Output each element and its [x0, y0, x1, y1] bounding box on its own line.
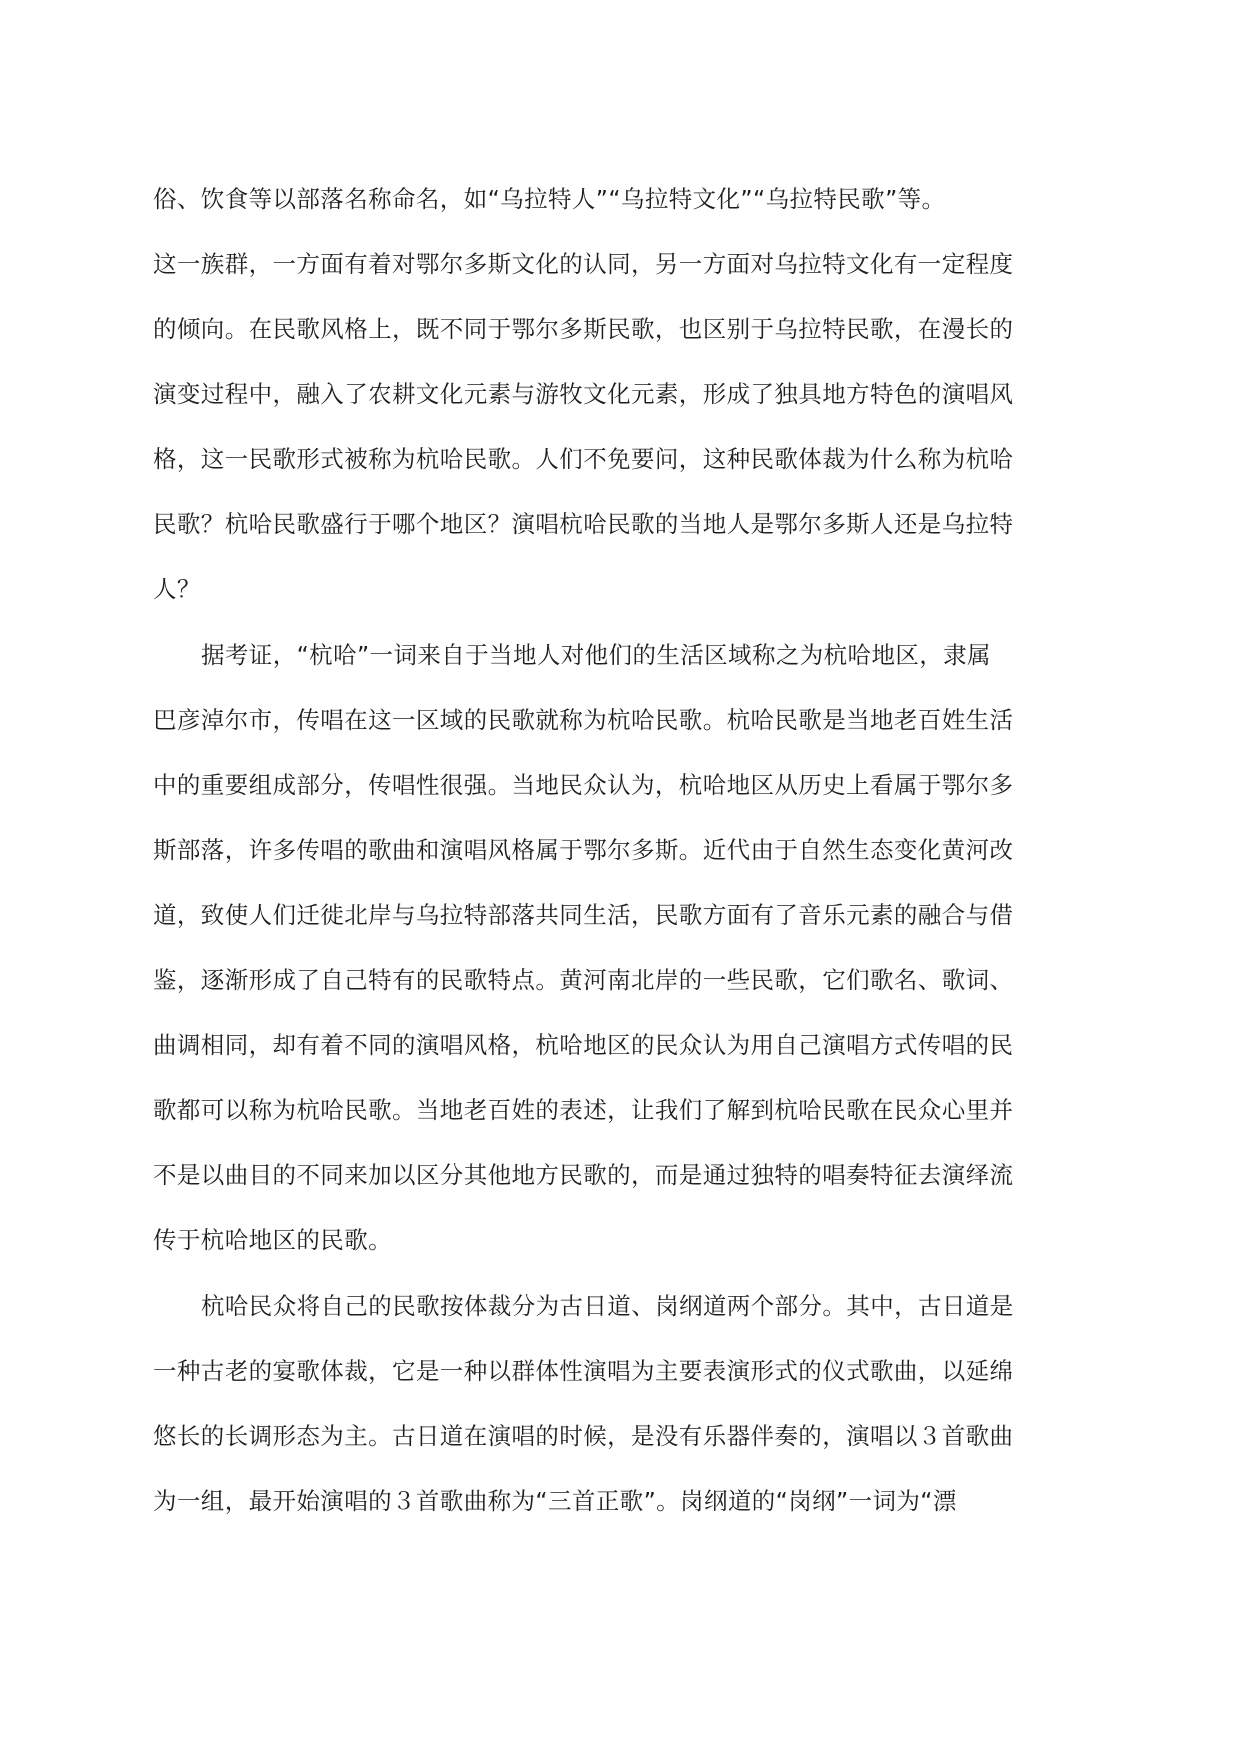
text-line: 巴彦淖尔市，传唱在这一区域的民歌就称为杭哈民歌。杭哈民歌是当地老百姓生活: [153, 706, 1014, 734]
text-line: 格，这一民歌形式被称为杭哈民歌。人们不免要问，这种民歌体裁为什么称为杭哈: [153, 445, 1014, 473]
document-body: [153, 186, 1058, 1554]
text-line: 斯部落，许多传唱的歌曲和演唱风格属于鄂尔多斯。近代由于自然生态变化黄河改: [153, 836, 1014, 864]
paragraph-2: [153, 642, 1058, 1263]
text-line: 歌都可以称为杭哈民歌。当地老百姓的表述，让我们了解到杭哈民歌在民众心里并: [153, 1096, 1014, 1124]
text-line: 悠长的长调形态为主。古日道在演唱的时候，是没有乐器伴奏的，演唱以３首歌曲: [153, 1422, 1014, 1450]
text-line: 的倾向。在民歌风格上，既不同于鄂尔多斯民歌，也区别于乌拉特民歌，在漫长的: [153, 315, 1014, 343]
paragraph-3: [153, 1293, 1058, 1524]
text-line: 演变过程中，融入了农耕文化元素与游牧文化元素，形成了独具地方特色的演唱风: [153, 380, 1014, 408]
paragraph-1: [153, 186, 1058, 612]
text-line: 道，致使人们迁徙北岸与乌拉特部落共同生活，民歌方面有了音乐元素的融合与借: [153, 901, 1014, 929]
text-line: 鉴，逐渐形成了自己特有的民歌特点。黄河南北岸的一些民歌，它们歌名、歌词、: [153, 966, 1014, 994]
text-line: 不是以曲目的不同来加以区分其他地方民歌的，而是通过独特的唱奏特征去演绎流: [153, 1161, 1014, 1189]
text-line: 中的重要组成部分，传唱性很强。当地民众认为，杭哈地区从历史上看属于鄂尔多: [153, 771, 1014, 799]
text-line: 为一组，最开始演唱的３首歌曲称为“三首正歌”。岗纲道的“岗纲”一词为“漂: [153, 1487, 957, 1515]
text-line: 杭哈民众将自己的民歌按体裁分为古日道、岗纲道两个部分。其中，古日道是: [201, 1292, 1014, 1320]
text-line: 俗、饮食等以部落名称命名，如“乌拉特人”“乌拉特文化”“乌拉特民歌”等。: [153, 185, 946, 213]
text-line: 人？: [153, 575, 201, 603]
text-line: 曲调相同，却有着不同的演唱风格，杭哈地区的民众认为用自己演唱方式传唱的民: [153, 1031, 1014, 1059]
text-line: 据考证，“杭哈”一词来自于当地人对他们的生活区域称之为杭哈地区，隶属: [201, 641, 991, 669]
text-line: 这一族群，一方面有着对鄂尔多斯文化的认同，另一方面对乌拉特文化有一定程度: [153, 250, 1014, 278]
text-line: 传于杭哈地区的民歌。: [153, 1226, 392, 1254]
text-line: 一种古老的宴歌体裁，它是一种以群体性演唱为主要表演形式的仪式歌曲，以延绵: [153, 1357, 1014, 1385]
text-line: 民歌？杭哈民歌盛行于哪个地区？演唱杭哈民歌的当地人是鄂尔多斯人还是乌拉特: [153, 510, 1014, 538]
